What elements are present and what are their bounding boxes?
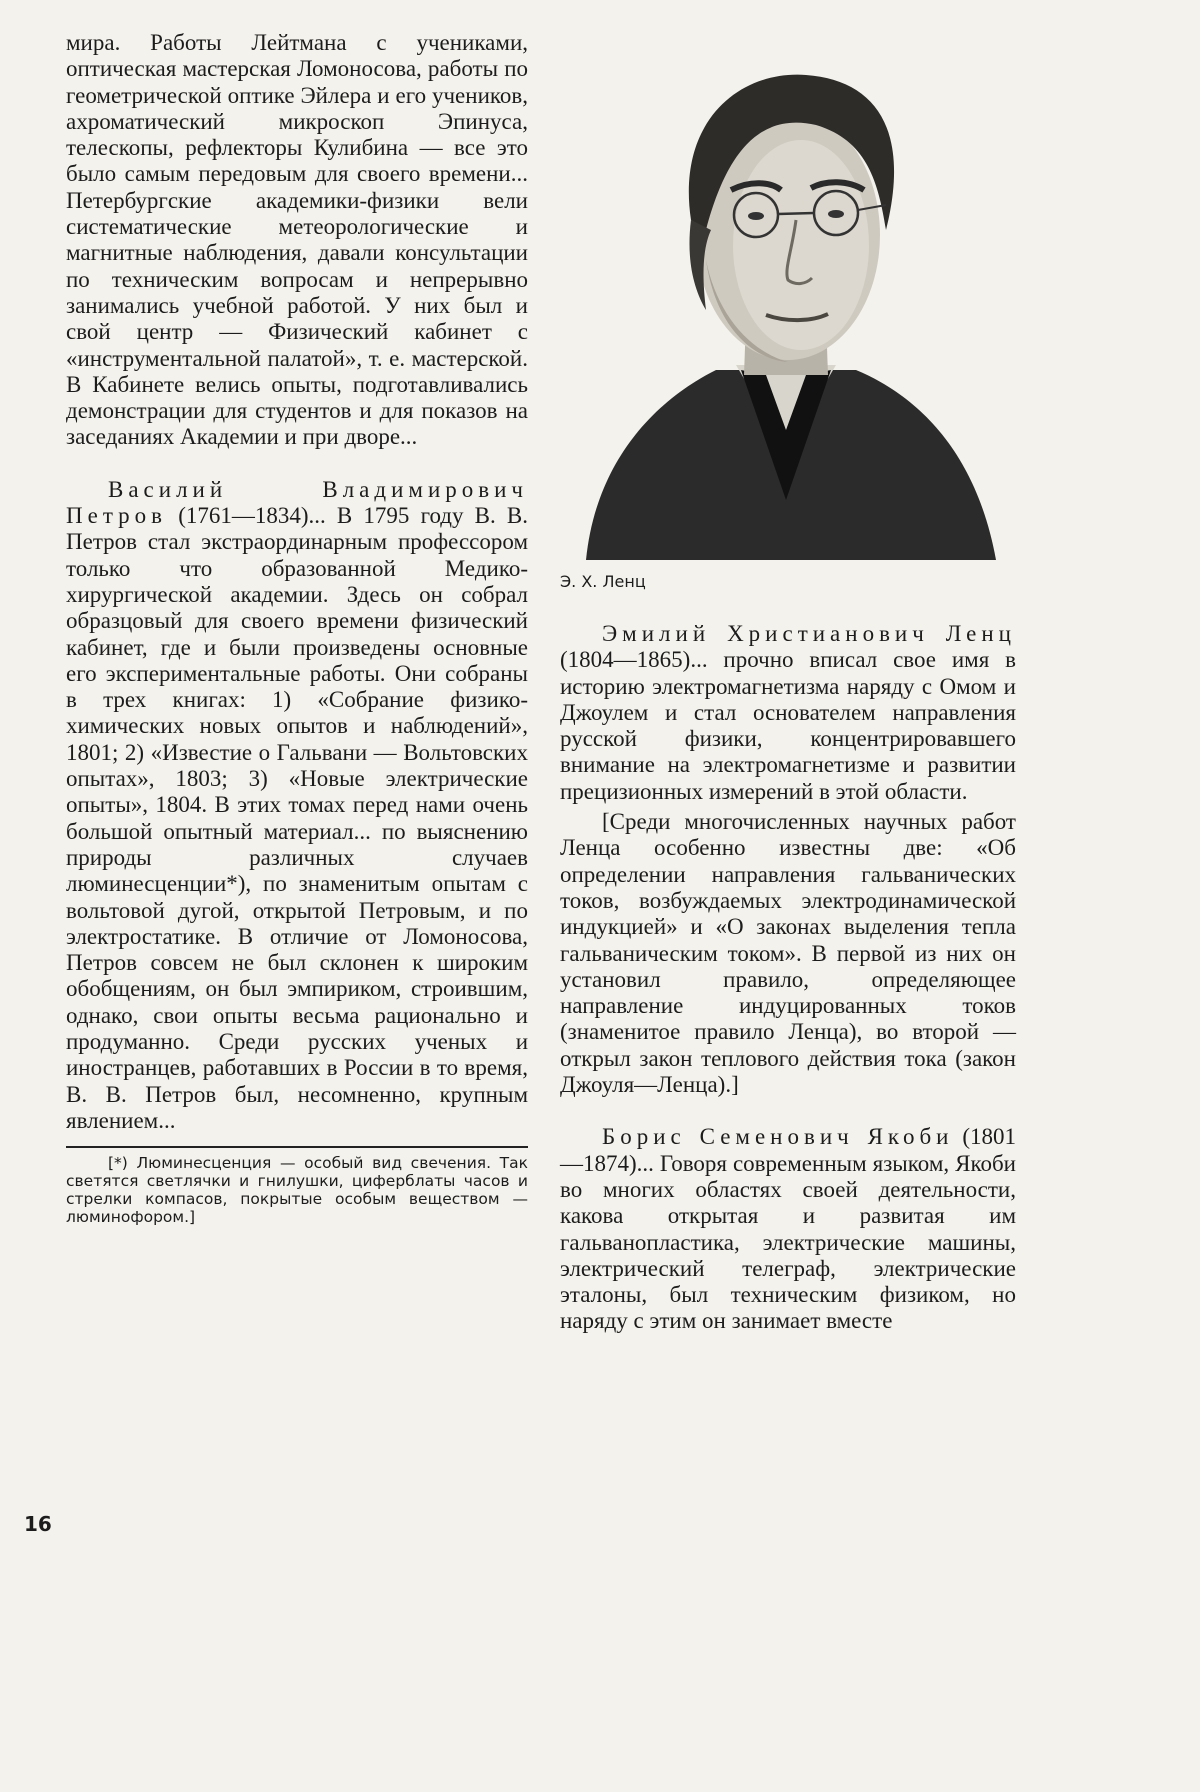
- intro-paragraph: мира. Работы Лейтмана с учениками, оптическая мастерская Ломоносова, работы по геометрической оптике Эйлера и его учеников, ахроматический микроскоп Эпинуса, телескопы, рефлекторы Кулибина — все это было самым передовым для своего времени... Петербургские академики-физики вели систематические метеорологические и магнитные наблюдения, давали консультации по техническим вопросам и непрерывно занимались учебной работой. У них был и свой центр — Физический кабинет с «инструментальной палатой», т. е. мастерской. В Кабинете велись опыты, подготавливались демонстрации для студентов и для показов на заседаниях Академии и при дворе...: [66, 30, 528, 450]
- jacobi-text: (1801—1874)... Говоря современным языком, Якоби во многих областях своей деятельности, какова открытая и развитая им гальванопластика, электрические машины, электрический телеграф, электрические эталоны, был техническим физиком, но наряду с этим он занимает вместе: [560, 1124, 1016, 1334]
- lenz-bracket-paragraph: [Среди многочисленных научных работ Ленца особенно известны две: «Об определении направления гальванических токов, возбуждаемых электродинамической индукцией» и «О законах выделения тепла гальваническим током». В первой из них он установил правило, определяющее направление индуцированных токов (знаменитое правило Ленца), во второй — открыл закон теплового действия тока (закон Джоуля—Ленца).]: [560, 809, 1016, 1098]
- left-column: [66, 30, 528, 1226]
- footnote-divider: [66, 1146, 528, 1148]
- footnote: [*) Люминесценция — особый вид свечения. Так светятся светлячки и гнилушки, циферблаты часов и стрелки компасов, покрытые особым веществом — люминофором.]: [66, 1154, 528, 1227]
- lenz-name: Эмилий Христианович Ленц: [602, 621, 1016, 646]
- right-column: [560, 30, 1016, 1335]
- lenz-paragraph: [560, 621, 1016, 805]
- petrov-paragraph: [66, 477, 528, 1134]
- page-number: 16: [24, 1512, 52, 1536]
- jacobi-name: Борис Семенович Якоби: [602, 1124, 954, 1150]
- petrov-text: (1761—1834)... В 1795 году В. В. Петров стал экстраординарным профессором только что образованной Медико-хирургической академии. Здесь он собрал образцовый для своего времени физический кабинет, где и были произведены основные его экспериментальные работы. Они собраны в трех книгах: 1) «Собрание физико-химических новых опытов и наблюдений», 1801; 2) «Известие о Гальвани — Вольтовских опытах», 1803; 3) «Новые электрические опыты», 1804. В этих томах перед нами очень большой опытный материал... по выяснению природы различных случаев люминесценции*), по знаменитым опытам с вольтовой дугой, открытой Петровым, и по электростатике. В отличие от Ломоносова, Петров совсем не был склонен к широким обобщениям, он был эмпириком, строившим, однако, свои опыты весьма рационально и продуманно. Среди русских ученых и иностранцев, работавших в России в то время, В. В. Петров был, несомненно, крупным явлением...: [66, 503, 528, 1133]
- petrov-name: Василий Владимирович Петров: [66, 476, 528, 529]
- lenz-text: (1804—1865)... прочно вписал свое имя в историю электромагнетизма наряду с Омом и Джоулем и стал основателем направления русской физики, концентрировавшего внимание на электромагнетизме и развитии прецизионных измерений в этой области.: [560, 647, 1016, 804]
- jacobi-paragraph: [560, 1124, 1016, 1334]
- lenz-portrait-illustration: [566, 30, 1006, 560]
- portrait-caption: Э. Х. Ленц: [560, 572, 646, 591]
- lenz-portrait: [566, 30, 1006, 560]
